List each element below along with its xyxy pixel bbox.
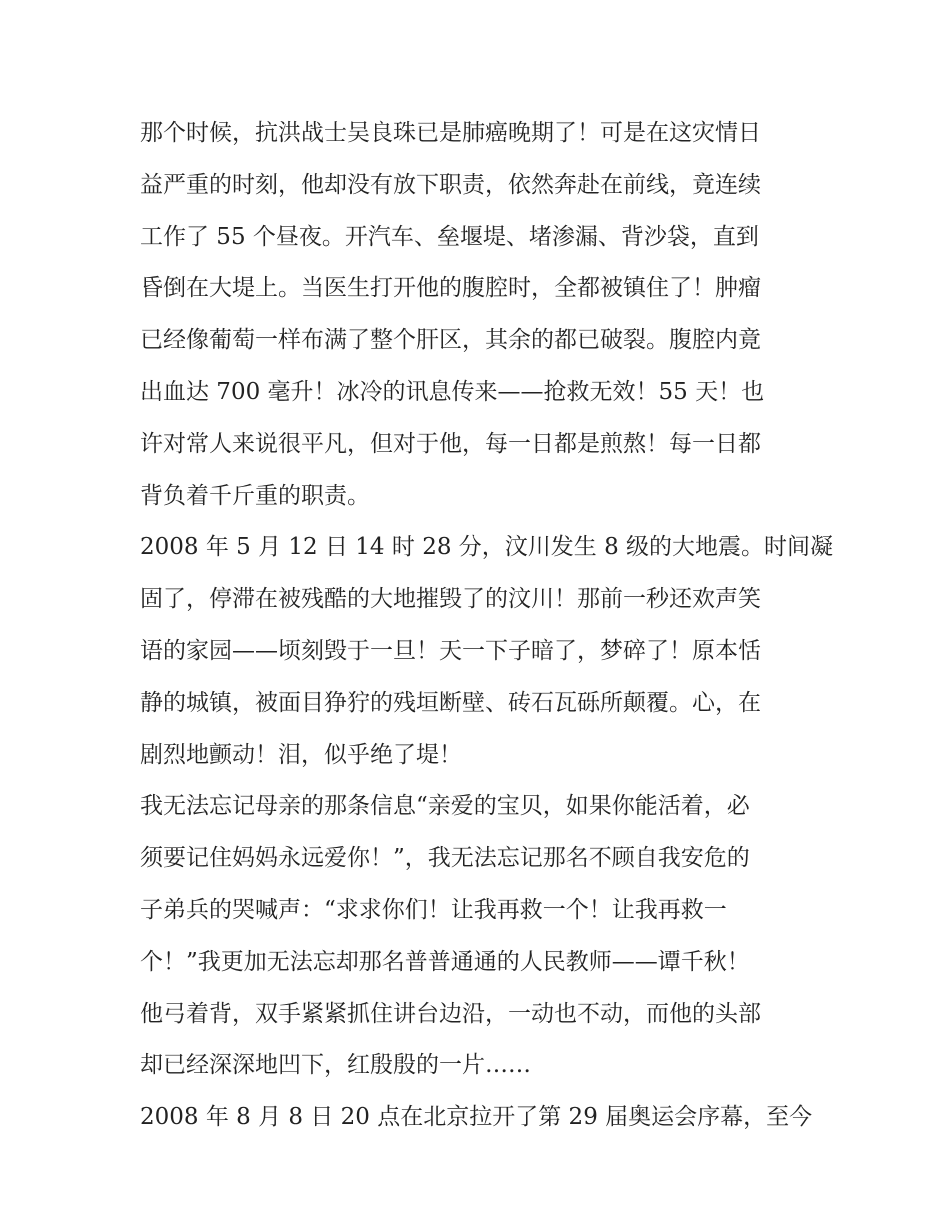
text-line: 益严重的时刻，他却没有放下职责，依然奔赴在前线，竟连续: [140, 171, 761, 198]
text-line: 2008 年 5 月 12 日 14 时 28 分，汶川发生 8 级的大地震。时间凝: [140, 534, 834, 561]
text-line: 固了，停滞在被残酷的大地摧毁了的汶川！那前一秒还欢声笑: [140, 586, 761, 613]
text-line: 昏倒在大堤上。当医生打开他的腹腔时，全都被镇住了！肿瘤: [140, 275, 761, 302]
document-body: [140, 108, 834, 1144]
text-line: 静的城镇，被面目狰狞的残垣断壁、砖石瓦砾所颠覆。心，在: [140, 689, 761, 716]
text-line: 背负着千斤重的职责。: [140, 482, 370, 509]
text-line: 2008 年 8 月 8 日 20 点在北京拉开了第 29 届奥运会序幕，至今: [140, 1104, 813, 1131]
text-line: 个！”我更加无法忘却那名普普通通的人民教师——谭千秋！: [140, 948, 750, 975]
text-line: 那个时候，抗洪战士吴良珠已是肺癌晚期了！可是在这灾情日: [140, 120, 761, 146]
text-line: 剧烈地颤动！泪，似乎绝了堤！: [140, 741, 462, 768]
text-line: 语的家园——顷刻毁于一旦！天一下子暗了，梦碎了！原本恬: [140, 637, 761, 664]
text-line: 出血达 700 毫升！冰冷的讯息传来——抢救无效！55 天！也: [140, 378, 765, 405]
text-line: 许对常人来说很平凡，但对于他，每一日都是煎熬！每一日都: [140, 430, 761, 457]
text-line: 他弓着背，双手紧紧抓住讲台边沿，一动也不动，而他的头部: [140, 1000, 761, 1027]
text-line: 却已经深深地凹下，红殷殷的一片……: [140, 1052, 531, 1079]
text-line: 子弟兵的哭喊声：“求求你们！让我再救一个！让我再救一: [140, 896, 727, 923]
text-line: 须要记住妈妈永远爱你！”，我无法忘记那名不顾自我安危的: [140, 845, 750, 872]
text-line: 已经像葡萄一样布满了整个肝区，其余的都已破裂。腹腔内竟: [140, 327, 761, 354]
text-line: 工作了 55 个昼夜。开汽车、垒堰堤、堵渗漏、背沙袋，直到: [140, 223, 759, 250]
text-line: 我无法忘记母亲的那条信息“亲爱的宝贝，如果你能活着，必: [140, 793, 750, 820]
